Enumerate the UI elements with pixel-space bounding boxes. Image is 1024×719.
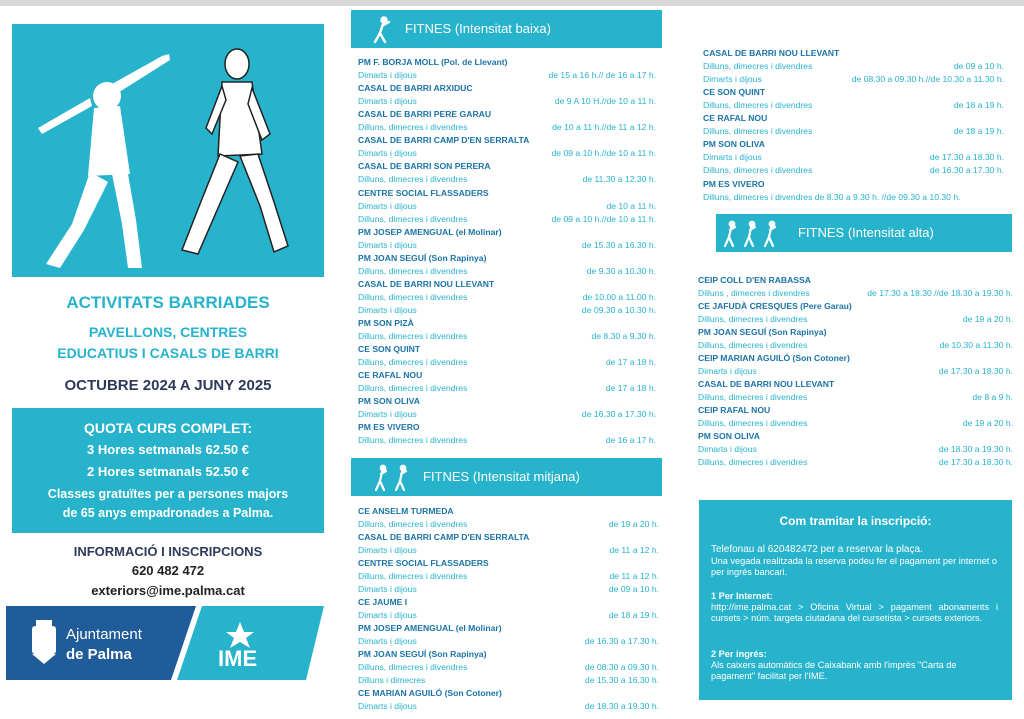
schedule-hours: de 8.30 a 9.30 h. — [591, 331, 656, 342]
quota-free-line1: Classes gratuïtes per a persones majors — [47, 487, 289, 501]
schedule-hours: de 17.30 a 18.30 h. — [938, 457, 1013, 467]
venue-name: PM JOSEP AMENGUAL (el Molinar) — [358, 623, 502, 633]
quota-heading: QUOTA CURS COMPLET: — [84, 420, 252, 436]
schedule-days: Dilluns, dimecres i divendres — [358, 519, 468, 529]
schedule-hours: de 09 a 10 h.//de 10 a 11 h. — [551, 213, 656, 224]
schedule-days: Dilluns, dimecres i divendres — [698, 457, 808, 467]
venue-name: CENTRE SOCIAL FLASSADERS — [358, 558, 489, 568]
schedule-days: Dilluns, dimecres i divendres — [358, 331, 468, 342]
venue-name: PM SON OLIVA — [698, 431, 760, 441]
schedule-hours: de 18 a 19 h. — [608, 610, 659, 620]
venue-name: CE SON QUINT — [703, 87, 766, 98]
inscription-title: Com tramitar la inscripció: — [779, 514, 932, 528]
section-header-mitjana — [351, 458, 662, 496]
schedule-hours: de 10.30 a 11.30 h. — [939, 340, 1013, 350]
schedule-days: Dilluns, dimecres i divendres — [358, 571, 468, 581]
schedule-days: Dimarts i dijous — [358, 148, 417, 159]
venue-name: CE SON QUINT — [358, 344, 421, 355]
inscription-payment-text: Una vegada realitzada la reserva podeu fer el pagament per internet o per ingrés bancari. — [711, 556, 998, 577]
schedule-days: Dilluns, dimecres i divendres — [698, 418, 808, 428]
venue-name: CEIP RAFAL NOU — [698, 405, 771, 415]
schedule-days: Dimarts i dijous — [703, 152, 762, 163]
venue-name: CASAL DE BARRI CAMP D'EN SERRALTA — [358, 135, 530, 146]
schedule-hours: de 8 a 9 h. — [972, 392, 1013, 402]
schedule-days: Dimarts i dijous — [703, 74, 762, 85]
venue-name: PM SON OLIVA — [358, 396, 420, 407]
schedule-days: Dimarts i dijous — [358, 701, 417, 711]
schedule-days: Dimarts i dijous — [358, 545, 417, 555]
venue-name: CE MARIAN AGUILÓ (Son Cotoner) — [358, 688, 502, 698]
subtitle-line-2: EDUCATIUS I CASALS DE BARRI — [57, 345, 279, 361]
schedule-hours: de 10.00 a 11.00 h. — [582, 291, 656, 302]
venue-name: CE JAUME I — [358, 597, 408, 607]
schedule-hours: de 11 a 12 h. — [609, 571, 659, 581]
top-edge — [0, 0, 1024, 6]
schedule-hours: de 08.30 a 09.30 h. — [584, 662, 659, 672]
schedule-hours: de 09 a 10 h. — [608, 584, 659, 594]
runner-icon — [722, 220, 782, 248]
schedule-days: Dimarts i dijous — [358, 636, 417, 646]
venue-name: CE RAFAL NOU — [358, 370, 423, 381]
schedule-days: Dilluns, dimecres i divendres — [358, 383, 468, 394]
schedule-days: Dimarts i dijous — [358, 610, 417, 620]
venue-name: PM JOAN SEGUÍ (Son Rapinya) — [698, 327, 827, 337]
venue-name: CASAL DE BARRI CAMP D'EN SERRALTA — [358, 532, 530, 542]
ajuntament-line2: de Palma — [66, 646, 132, 663]
venue-name: PM F. BORJA MOLL (Pol. de Llevant) — [358, 57, 508, 67]
schedule-hours: de 10 a 11 h. — [606, 200, 656, 211]
venue-name: PM ES VIVERO — [703, 178, 765, 189]
schedule-hours: de 9.30 a 10.30 h. — [586, 265, 656, 276]
schedule-hours: de 18 a 19 h. — [953, 100, 1004, 111]
schedule-days: Dilluns, dimecres i divendres — [358, 174, 468, 185]
section-title-baixa: FITNES (Intensitat baixa) — [405, 21, 551, 36]
venue-name: PM JOSEP AMENGUAL (el Molinar) — [358, 226, 502, 237]
venue-name: PM JOAN SEGUÍ (Son Rapinya) — [358, 649, 487, 659]
schedule-hours: de 19 a 20 h. — [962, 418, 1013, 428]
venue-name: CE ANSELM TURMEDA — [358, 506, 454, 516]
schedule-hours: de 08.30 a 09.30 h.//de 10.30 a 11.30 h. — [851, 74, 1004, 85]
schedule-hours: de 16.30 a 17.30 h. — [581, 409, 656, 420]
runner-icon — [373, 464, 413, 492]
schedule-hours: de 18.30 a 19.30 h. — [938, 444, 1013, 454]
inscription-internet-heading: 1 Per Internet: — [711, 591, 773, 601]
schedule-hours: de 19 a 20 h. — [608, 519, 659, 529]
schedule-days: Dilluns, dimecres i divendres — [358, 213, 468, 224]
schedule-days: Dilluns, dimecres i divendres — [703, 165, 813, 176]
schedule-days: Dilluns, dimecres i divendres — [358, 435, 468, 446]
schedule-days: Dimarts i dijous — [358, 584, 417, 594]
venue-name: CE JAFUDÀ CRESQUES (Pere Garau) — [698, 301, 852, 311]
venue-name: PM SON PIZÀ — [358, 318, 414, 328]
schedule-days: Dilluns, dimecres i divendres — [698, 314, 808, 324]
info-phone[interactable]: 620 482 472 — [131, 563, 205, 578]
inscription-ingres-text: Als caixers automàtics de Caixabank amb l'imprès "Carta de pagament" facilitat per l'IME. — [711, 660, 957, 681]
schedule-days: Dilluns, dimecres i divendres — [358, 122, 468, 133]
subtitle-line-1: PAVELLONS, CENTRES — [88, 324, 248, 340]
info-email[interactable]: exteriors@ime.palma.cat — [91, 583, 245, 598]
section-header-baixa — [351, 10, 662, 48]
schedule-hours: de 19 a 20 h. — [962, 314, 1013, 324]
runner-icon — [369, 16, 395, 44]
quota-3h: 3 Hores setmanals 62.50 € — [87, 442, 249, 457]
schedule-hours: de 15 a 16 h.// de 16 a 17 h. — [548, 70, 656, 81]
section-title-mitjana: FITNES (Intensitat mitjana) — [423, 469, 580, 484]
schedule-hours: de 17.30 a 18.30 h. — [938, 366, 1013, 376]
venue-name: CASAL DE BARRI NOU LLEVANT — [358, 278, 495, 289]
schedule-days: Dilluns, dimecres i divendres — [358, 265, 468, 276]
venue-name: CASAL DE BARRI NOU LLEVANT — [703, 48, 840, 58]
schedule-hours: de 11.30 a 12.30 h. — [582, 174, 656, 185]
page-title: ACTIVITATS BARRIADES — [66, 293, 270, 312]
schedule-hours: de 17.30 a 18.30 //de 18.30 a 19.30 h. — [867, 288, 1013, 298]
schedule-days: Dilluns i dimecres — [358, 675, 426, 685]
schedule-hours: de 17 a 18 h. — [605, 357, 656, 368]
venue-name: PM SON OLIVA — [703, 139, 765, 150]
venue-name: CASAL DE BARRI NOU LLEVANT — [698, 379, 835, 389]
schedule-hours: de 18.30 a 19.30 h. — [584, 701, 659, 711]
ime-logo-text: IME — [218, 646, 258, 671]
schedule-days: Dimarts i dijous — [358, 96, 417, 107]
schedule-days: Dimarts i dijous — [358, 409, 417, 420]
schedule-days: Dilluns, dimecres i divendres — [358, 662, 468, 672]
schedule-hours: de 16.30 a 17.30 h. — [584, 636, 659, 646]
period: OCTUBRE 2024 A JUNY 2025 — [64, 377, 272, 394]
schedule-days: Dilluns, dimecres i divendres — [358, 357, 468, 368]
schedule-days: Dimarts i dijous — [358, 239, 417, 250]
venue-name: CASAL DE BARRI PERE GARAU — [358, 109, 492, 120]
schedule-hours: de 09 a 10 h.//de 10 a 11 h. — [551, 148, 656, 159]
schedule-days: Dilluns , dimecres i divendres — [698, 288, 810, 298]
schedule-hours: de 09.30 a 10.30 h. — [581, 304, 656, 315]
schedule-days: Dilluns, dimecres i divendres — [358, 291, 468, 302]
schedule-hours: de 15.30 a 16.30 h. — [584, 675, 659, 685]
inscription-panel — [699, 500, 1012, 700]
schedule-hours: de 17 a 18 h. — [605, 383, 656, 394]
venue-name: CENTRE SOCIAL FLASSADERS — [358, 187, 489, 198]
schedule-days: Dilluns, dimecres i divendres — [698, 392, 808, 402]
inscription-phone-text: Telefonau al 620482472 per a reservar la plaça. — [711, 544, 923, 555]
schedule-hours: de 15.30 a 16.30 h. — [581, 239, 656, 250]
section-title-alta: FITNES (Intensitat alta) — [798, 225, 934, 240]
schedule-hours: de 9 A 10 H.//de 10 a 11 h. — [554, 96, 656, 107]
venue-name: PM ES VIVERO — [358, 422, 420, 433]
schedule-days: Dilluns, dimecres i divendres — [703, 61, 813, 72]
hero-image — [12, 24, 324, 277]
venue-name: CASAL DE BARRI ARXIDUC — [358, 83, 473, 94]
schedule-days: Dilluns, dimecres i divendres de 8.30 a 9.30 h. //de 09.30 a 10.30 h. — [703, 191, 961, 202]
schedule-hours: de 16.30 a 17.30 h. — [929, 165, 1004, 176]
inscription-ingres-heading: 2 Per ingrés: — [711, 649, 767, 659]
schedule-hours: de 18 a 19 h. — [953, 126, 1004, 137]
schedule-hours: de 16 a 17 h. — [605, 435, 656, 446]
schedule-hours: de 09 a 10 h. — [953, 61, 1004, 72]
schedule-hours: de 10 a 11 h.//de 11 a 12 h. — [552, 122, 656, 133]
quota-box — [12, 408, 324, 533]
schedule-days: Dilluns, dimecres i divendres — [698, 340, 808, 350]
venue-name: CASAL DE BARRI SON PERERA — [358, 161, 491, 172]
schedule-days: Dilluns, dimecres i divendres — [703, 126, 813, 137]
ajuntament-line1: Ajuntament — [66, 626, 142, 643]
schedule-days: Dilluns, dimecres i divendres — [703, 100, 813, 111]
info-heading: INFORMACIÓ I INSCRIPCIONS — [73, 544, 263, 559]
schedule-days: Dimarts i dijous — [698, 366, 757, 376]
schedule-days: Dimarts i dijous — [698, 444, 757, 454]
schedule-hours: de 17.30 a 18.30 h. — [929, 152, 1004, 163]
venue-name: CEIP MARIAN AGUILÓ (Son Cotoner) — [698, 353, 850, 363]
fitness-silhouettes-icon — [12, 24, 324, 277]
quota-free-line2: de 65 anys empadronades a Palma. — [62, 506, 274, 520]
section-header-alta — [716, 214, 1012, 252]
schedule-hours: de 11 a 12 h. — [609, 545, 659, 555]
venue-name: CE RAFAL NOU — [703, 113, 768, 124]
venue-name: CEIP COLL D'EN RABASSA — [698, 275, 811, 285]
schedule-days: Dimarts i dijous — [358, 200, 417, 211]
schedule-days: Dimarts i dijous — [358, 70, 417, 81]
venue-name: PM JOAN SEGUÍ (Son Rapinya) — [358, 252, 487, 263]
schedule-days: Dimarts i dijous — [358, 304, 417, 315]
quota-2h: 2 Hores setmanals 52.50 € — [87, 464, 249, 479]
inscription-internet-text: http://ime.palma.cat > Oficina Virtual > pagament abonaments i cursets > núm. targeta ciutadana del cursetista > cursets exteriors. — [711, 602, 998, 623]
logo-bar — [6, 606, 324, 680]
